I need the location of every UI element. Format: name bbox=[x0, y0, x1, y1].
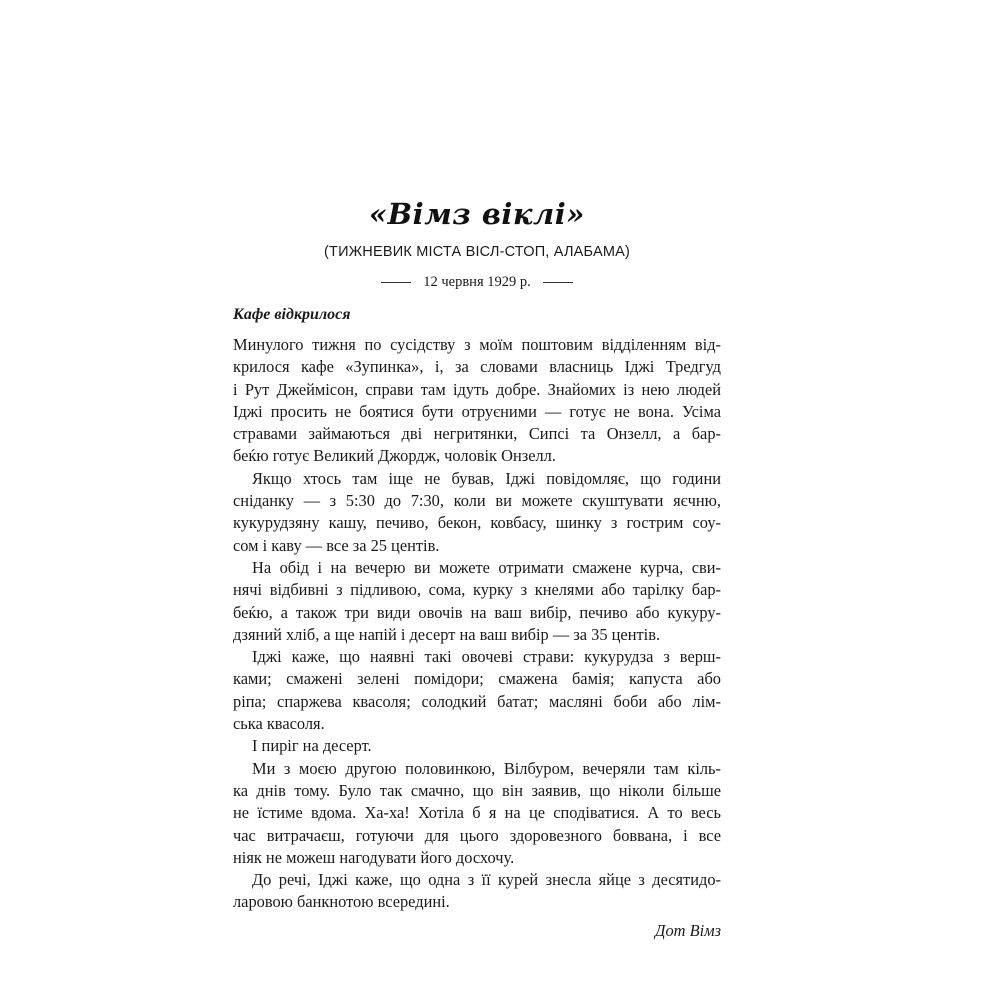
body-line: сніданку — з 5:30 до 7:30, коли ви можете скуштувати яєчню, bbox=[233, 491, 721, 511]
body-line: крилося кафе «Зупинка», і, за словами власниць Іджі Тредгуд bbox=[233, 357, 721, 377]
body-line: час витрачаєш, готуючи для цього здоровезного боввана, і все bbox=[233, 825, 721, 845]
body-line: ларовою банкнотою всередині. bbox=[233, 892, 450, 912]
dateline-rule-left bbox=[381, 282, 411, 283]
body-line: сом і каву — все за 25 центів. bbox=[233, 535, 440, 555]
newspaper-subtitle: (ТИЖНЕВИК МІСТА ВІСЛ-СТОП, АЛАБАМА) bbox=[324, 244, 630, 260]
body-line: не їстиме вдома. Ха-ха! Хотіла б я на це сподіватися. А то весь bbox=[233, 803, 721, 823]
dateline-rule-right bbox=[543, 282, 573, 283]
body-line: дзяний хліб, а ще напій і десерт на ваш вибір — за 35 центів. bbox=[233, 624, 661, 644]
body-line: нячі відбивні з підливою, сома, курку з кнелями або тарілку бар- bbox=[233, 580, 721, 600]
article-heading: Кафе відкрилося bbox=[233, 306, 351, 323]
body-line: До речі, Іджі каже, що одна з її курей знесла яйце з десятидо- bbox=[252, 870, 721, 890]
body-line: На обід і на вечерю ви можете отримати смажене курча, сви- bbox=[252, 557, 721, 577]
body-line: Ми з моєю другою половинкою, Вілбуром, вечеряли там кіль- bbox=[252, 758, 721, 778]
body-line: Іджі просить не боятися бути отруєними — готує не вона. Усіма bbox=[233, 401, 721, 421]
body-line: і Рут Джеймісон, справи там ідуть добре. Знайомих із нею людей bbox=[233, 379, 721, 399]
body-line: ка днів тому. Було так смачно, що він заявив, що ніколи більше bbox=[233, 780, 721, 800]
body-line: беќю готує Великий Джордж, чоловік Онзелл. bbox=[233, 446, 556, 466]
newspaper-title: «Вімз віклі» bbox=[369, 197, 585, 231]
body-line: ріпа; спаржева квасоля; солодкий батат; масляні боби або лім- bbox=[233, 691, 721, 711]
body-line: І пиріг на десерт. bbox=[252, 736, 372, 756]
page bbox=[233, 196, 721, 942]
body-line: ська квасоля. bbox=[233, 714, 325, 734]
dateline-date: 12 червня 1929 р. bbox=[423, 274, 531, 290]
dateline bbox=[233, 273, 721, 291]
author-signature: Дот Вімз bbox=[655, 920, 721, 940]
body-line: ками; смажені зелені помідори; смажена бамія; капуста або bbox=[233, 669, 721, 689]
body-line: Іджі каже, що наявні такі овочеві страви: кукурудза з верш- bbox=[252, 647, 721, 667]
body-line: Якщо хтось там іще не бував, Іджі повідомляє, що години bbox=[252, 468, 721, 488]
body-line: беќю, а також три види овочів на ваш вибір, печиво або кукуру- bbox=[233, 602, 721, 622]
article-body bbox=[233, 334, 721, 914]
body-line: кукурудзяну кашу, печиво, бекон, ковбасу, шинку з гострим соу- bbox=[233, 513, 721, 533]
body-line: ніяк не можеш нагодувати його досхочу. bbox=[233, 847, 515, 867]
body-line: стравами займаються дві негритянки, Сипсі та Онзелл, а бар- bbox=[233, 424, 721, 444]
body-line: Минулого тижня по сусідству з моїм поштовим відділенням від- bbox=[233, 335, 721, 354]
